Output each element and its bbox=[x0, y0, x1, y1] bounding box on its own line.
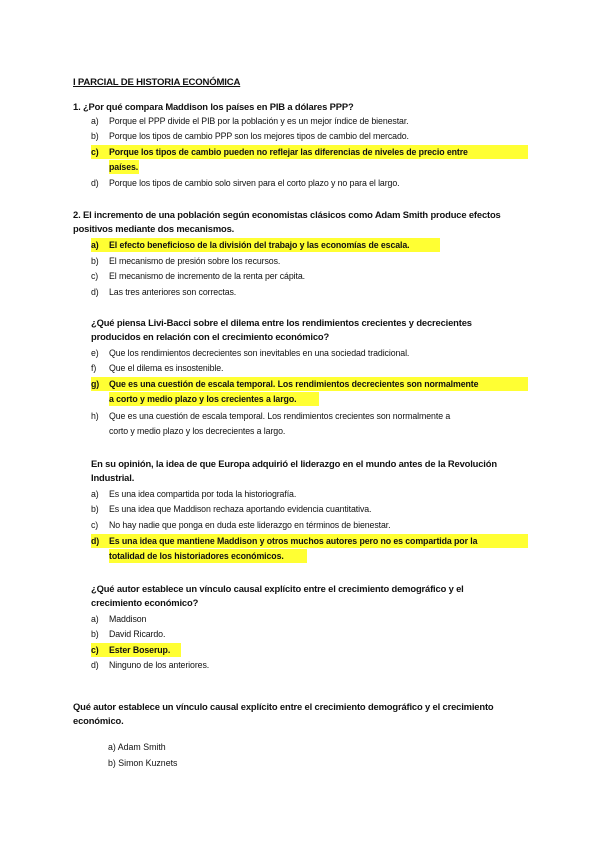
option-text: El mecanismo de incremento de la renta per cápita. bbox=[109, 271, 305, 281]
option-text: Es una idea que Maddison rechaza aportando evidencia cuantitativa. bbox=[109, 504, 372, 514]
option-text: Ester Boserup. bbox=[109, 645, 171, 655]
question-3: ¿Qué piensa Livi-Bacci sobre el dilema entre los rendimientos crecientes y decrecientes bbox=[91, 317, 472, 328]
option-text: Ninguno de los anteriores. bbox=[109, 660, 210, 670]
option-letter: c) bbox=[91, 271, 99, 281]
option-letter: a) bbox=[91, 614, 99, 624]
option-letter: a) bbox=[91, 489, 99, 499]
q3-option-e bbox=[91, 346, 531, 361]
option-letter: c) bbox=[91, 645, 99, 655]
option-text: Porque los tipos de cambio PPP son los mejores tipos de cambio del mercado. bbox=[109, 131, 409, 141]
q2-option-d bbox=[91, 285, 531, 300]
option-text: Porque los tipos de cambio pueden no reflejar las diferencias de niveles de precio entre bbox=[109, 147, 468, 157]
option-text-cont: a corto y medio plazo y los crecientes a largo. bbox=[109, 394, 297, 404]
option-letter: a) bbox=[91, 240, 99, 250]
q4-option-c bbox=[91, 518, 531, 533]
question-2: 2. El incremento de una población según economistas clásicos como Adam Smith produce efectos bbox=[73, 209, 501, 220]
question-6-cont: económico. bbox=[73, 715, 124, 726]
option-letter: b) bbox=[91, 629, 99, 639]
question-2-cont: positivos mediante dos mecanismos. bbox=[73, 223, 235, 234]
option-text: David Ricardo. bbox=[109, 629, 166, 639]
option-letter: b) bbox=[91, 256, 99, 266]
q1-option-b bbox=[91, 129, 531, 144]
question-5: ¿Qué autor establece un vínculo causal explícito entre el crecimiento demográfico y el bbox=[91, 583, 464, 594]
q3-option-f bbox=[91, 361, 531, 376]
q5-option-d bbox=[91, 658, 531, 673]
option-text-cont: corto y medio plazo y los decrecientes a largo. bbox=[109, 426, 286, 436]
option-text: Maddison bbox=[109, 614, 147, 624]
option-text: Que el dilema es insostenible. bbox=[109, 363, 224, 373]
option-text: Que es una cuestión de escala temporal. Los rendimientos crecientes son normalmente a bbox=[109, 411, 451, 421]
option-text-cont: países. bbox=[109, 162, 139, 172]
question-5-cont: crecimiento económico? bbox=[91, 597, 199, 608]
option-letter: a) bbox=[91, 116, 99, 126]
option-letter: d) bbox=[91, 536, 100, 546]
option-text-cont: totalidad de los historiadores económicos. bbox=[109, 551, 284, 561]
option-letter: d) bbox=[91, 178, 99, 188]
q2-option-a-correct bbox=[91, 238, 531, 253]
q2-option-b bbox=[91, 254, 531, 269]
option-text: Porque el PPP divide el PIB por la población y es un mejor índice de bienestar. bbox=[109, 116, 409, 126]
question-4: En su opinión, la idea de que Europa adquirió el liderazgo en el mundo antes de la Revolución bbox=[91, 458, 497, 469]
question-1: 1. ¿Por qué compara Maddison los países en PIB a dólares PPP? bbox=[73, 101, 354, 112]
option-text: Las tres anteriores son correctas. bbox=[109, 287, 237, 297]
q1-option-d bbox=[91, 176, 531, 191]
question-6: Qué autor establece un vínculo causal explícito entre el crecimiento demográfico y el crecimiento bbox=[73, 701, 494, 712]
option-text: Es una idea que mantiene Maddison y otros muchos autores pero no es compartida por la bbox=[109, 536, 478, 546]
q4-option-a bbox=[91, 487, 531, 502]
option-text: El mecanismo de presión sobre los recursos. bbox=[109, 256, 281, 266]
option-text: No hay nadie que ponga en duda este liderazgo en términos de bienestar. bbox=[109, 520, 391, 530]
option-letter: d) bbox=[91, 660, 99, 670]
q6-option-a: a) Adam Smith bbox=[108, 742, 166, 752]
option-letter: b) bbox=[91, 131, 99, 141]
exam-title: I PARCIAL DE HISTORIA ECONÓMICA bbox=[73, 77, 241, 88]
option-letter: d) bbox=[91, 287, 99, 297]
q3-option-h bbox=[91, 409, 531, 439]
q4-option-b bbox=[91, 502, 531, 517]
question-4-cont: Industrial. bbox=[91, 472, 135, 483]
q2-option-c bbox=[91, 269, 531, 284]
q5-option-b bbox=[91, 627, 531, 642]
option-letter: e) bbox=[91, 348, 99, 358]
q1-option-c-correct bbox=[91, 145, 531, 175]
option-text: Es una idea compartida por toda la historiografía. bbox=[109, 489, 297, 499]
option-text: Que es una cuestión de escala temporal. Los rendimientos decrecientes son normalmente bbox=[109, 379, 479, 389]
q6-option-b: b) Simon Kuznets bbox=[108, 758, 178, 768]
q5-option-c-correct bbox=[91, 643, 531, 658]
q1-option-a bbox=[91, 114, 531, 129]
option-letter: c) bbox=[91, 520, 99, 530]
q5-option-a bbox=[91, 612, 531, 627]
question-3-cont: producidos en relación con el crecimiento económico? bbox=[91, 331, 330, 342]
option-text: Porque los tipos de cambio solo sirven para el corto plazo y no para el largo. bbox=[109, 178, 400, 188]
option-letter: c) bbox=[91, 147, 99, 157]
option-letter: b) bbox=[91, 504, 99, 514]
option-letter: h) bbox=[91, 411, 99, 421]
option-text: El efecto beneficioso de la división del trabajo y las economías de escala. bbox=[109, 240, 410, 250]
q3-option-g-correct bbox=[91, 377, 531, 407]
option-letter: g) bbox=[91, 379, 100, 389]
option-letter: f) bbox=[91, 363, 97, 373]
option-text: Que los rendimientos decrecientes son inevitables en una sociedad tradicional. bbox=[109, 348, 410, 358]
q4-option-d-correct bbox=[91, 534, 531, 564]
